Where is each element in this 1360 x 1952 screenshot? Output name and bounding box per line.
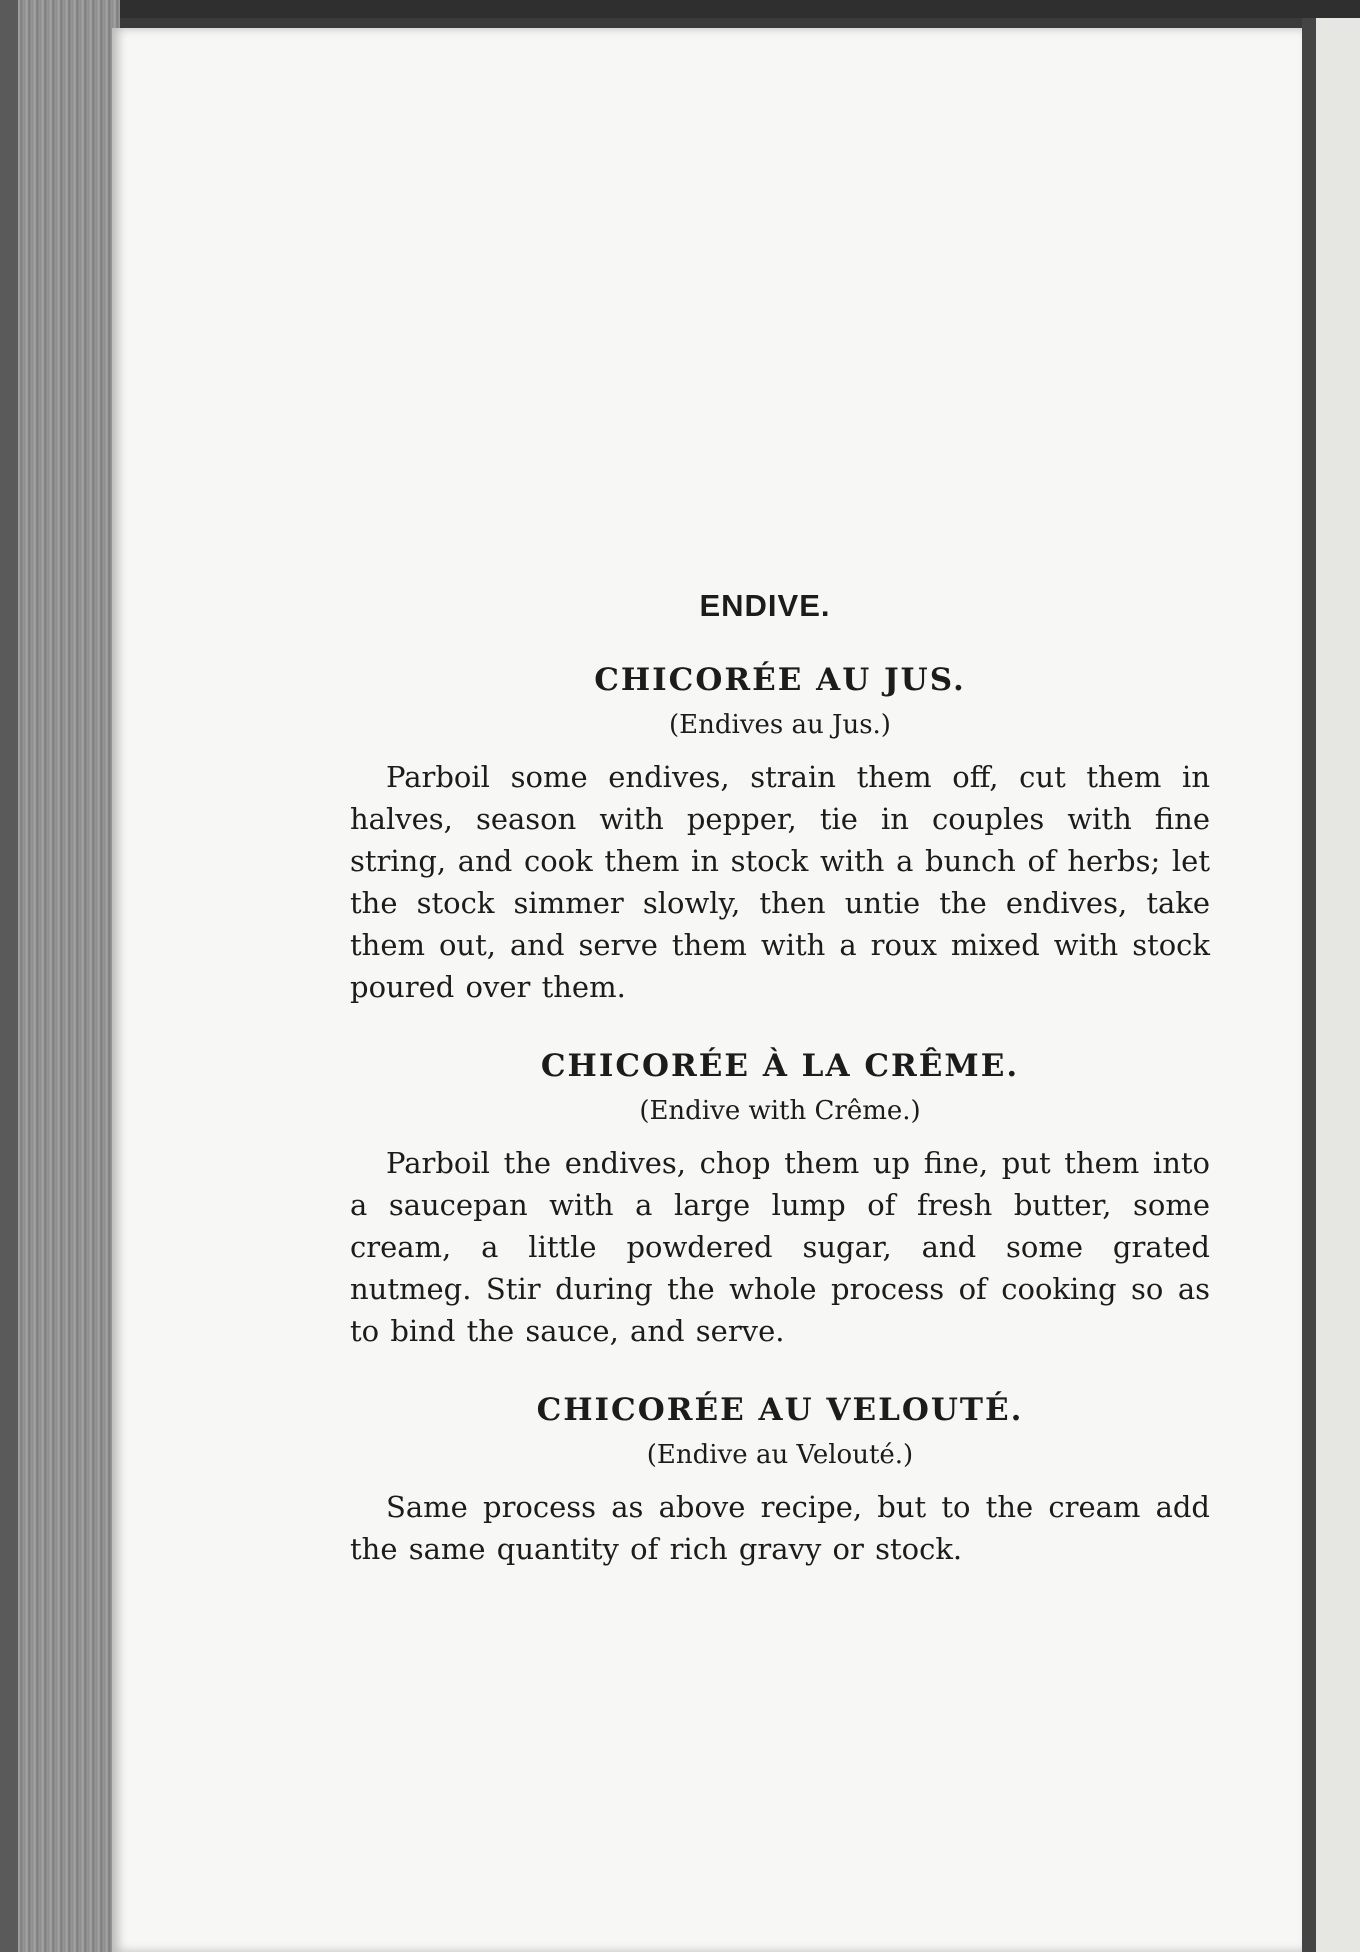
book-spine-shadow (0, 0, 18, 1952)
book-page-edges (0, 0, 120, 1952)
facing-page-strip (1316, 18, 1360, 1952)
recipe-title: CHICORÉE AU VELOUTÉ. (536, 1392, 1024, 1428)
page-content (350, 588, 1210, 1610)
recipe-body: Same process as above recipe, but to the cream add the same quantity of rich gravy or stock. (350, 1490, 1210, 1566)
recipe-chicoree-au-jus (350, 662, 1210, 1008)
recipe-body: Parboil the endives, chop them up fine, put them into a saucepan with a large lump of fresh butter, some cream, a little powdered sugar, and some grated nutmeg. Stir during the whole process of cooking so as to bind the sauce, and serve. (350, 1146, 1210, 1348)
recipe-title: CHICORÉE À LA CRÊME. (540, 1048, 1020, 1084)
recipe-subtitle: (Endives au Jus.) (669, 710, 891, 740)
recipe-body: Parboil some endives, strain them off, cut them in halves, season with pepper, tie in couples with fine string, and cook them in stock with a bunch of herbs; let the stock simmer slowly, then untie the endives, take them out, and serve them with a roux mixed with stock poured over them. (350, 760, 1210, 1004)
recipe-title: CHICORÉE AU JUS. (594, 662, 966, 698)
recipe-subtitle: (Endive with Crême.) (639, 1096, 921, 1126)
scan-top-border (0, 0, 1360, 18)
section-title: ENDIVE. (699, 588, 831, 623)
recipe-subtitle: (Endive au Velouté.) (646, 1440, 914, 1470)
recipe-chicoree-au-veloute (350, 1392, 1210, 1570)
recipe-chicoree-a-la-creme (350, 1048, 1210, 1352)
page-gutter-shadow (1302, 18, 1316, 1952)
